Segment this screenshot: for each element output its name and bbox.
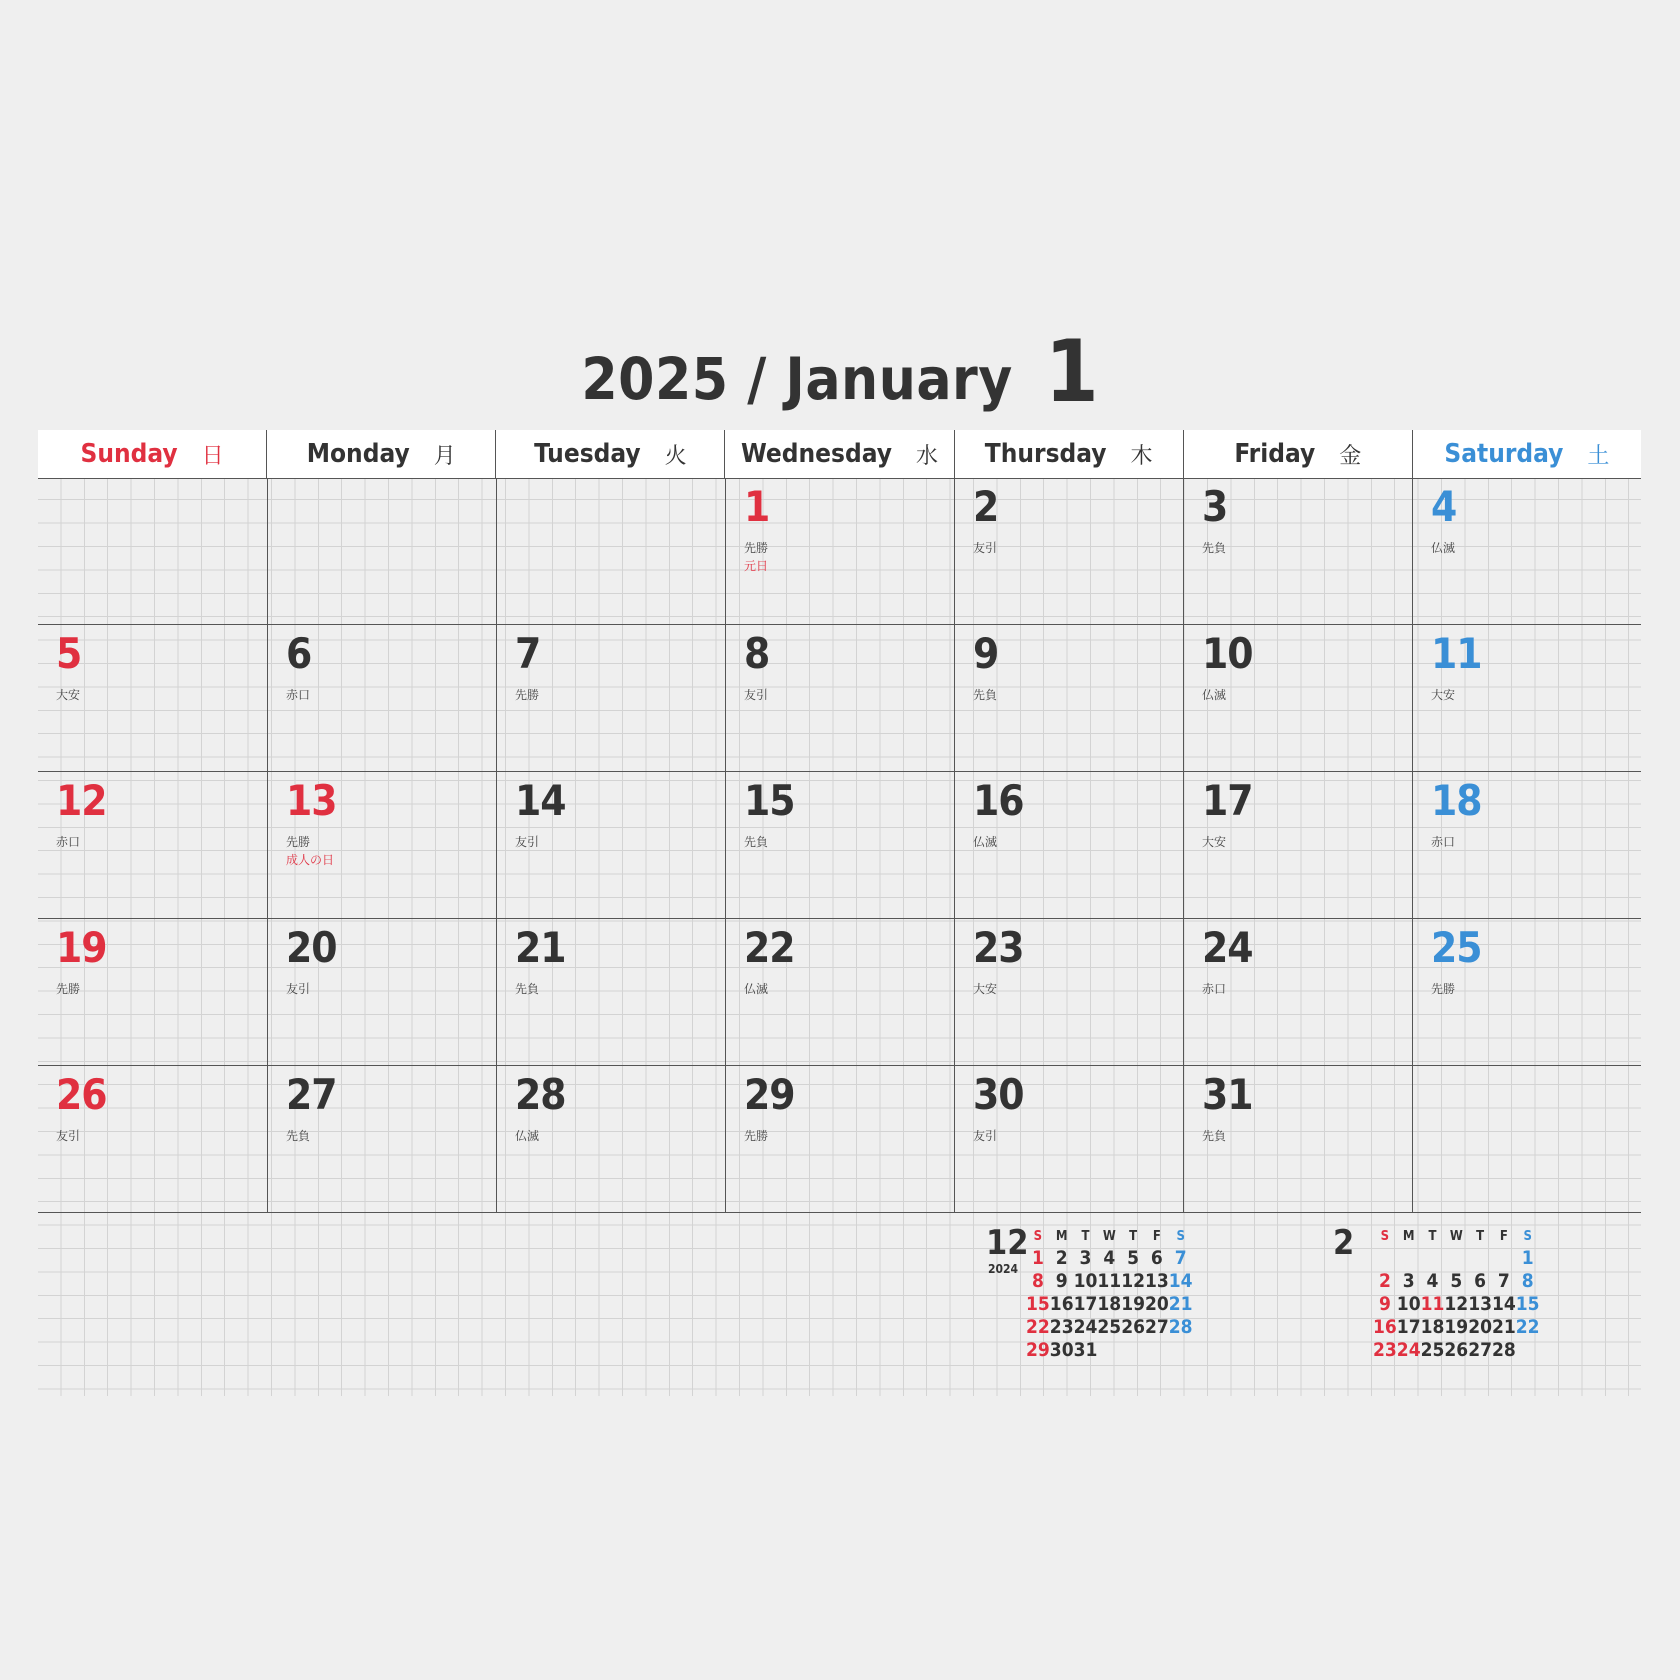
day-cell: [1183, 772, 1412, 919]
mini-day: 30: [1049, 1338, 1074, 1361]
day-cell: [954, 919, 1183, 1066]
day-number: 21: [515, 923, 566, 972]
day-number: 23: [973, 923, 1024, 972]
day-number: 30: [973, 1070, 1024, 1119]
day-cell: [496, 919, 725, 1066]
rokuyo-label: 友引: [286, 982, 311, 996]
mini-month-number: 2: [1333, 1223, 1355, 1263]
day-number: 9: [973, 629, 999, 678]
day-cell: [1412, 772, 1641, 919]
mini-weekday-header: T: [1081, 1228, 1090, 1244]
mini-day: 15: [1515, 1292, 1540, 1315]
rokuyo-label: 仏滅: [744, 982, 769, 996]
rokuyo-label: 先勝: [56, 982, 81, 996]
weekday-header: [38, 430, 1641, 479]
mini-day: 18: [1097, 1292, 1122, 1315]
day-number: 15: [744, 776, 795, 825]
mini-day: 21: [1491, 1315, 1516, 1338]
mini-day: 6: [1150, 1246, 1163, 1269]
mini-weekday-header: W: [1102, 1228, 1116, 1244]
day-number: 14: [515, 776, 566, 825]
weekday-friday: Friday 金: [1183, 430, 1412, 478]
holiday-label: 元日: [744, 559, 769, 573]
rokuyo-label: 仏滅: [1431, 541, 1456, 555]
mini-day: 9: [1378, 1292, 1391, 1315]
mini-day: 8: [1031, 1269, 1044, 1292]
day-number: 12: [56, 776, 107, 825]
mini-day: [1397, 1246, 1421, 1269]
mini-day: [1516, 1338, 1540, 1361]
mini-day: 25: [1420, 1338, 1445, 1361]
weekday-tuesday: Tuesday 火: [495, 430, 724, 478]
day-number: 31: [1202, 1070, 1253, 1119]
mini-weekday-header: T: [1428, 1228, 1437, 1244]
rokuyo-label: 友引: [56, 1129, 81, 1143]
day-number: 16: [973, 776, 1024, 825]
rokuyo-label: 友引: [515, 835, 540, 849]
mini-day: 17: [1396, 1315, 1421, 1338]
day-number: 6: [286, 629, 312, 678]
mini-day: 4: [1426, 1269, 1439, 1292]
mini-day: 1: [1031, 1246, 1044, 1269]
mini-weekday-header: M: [1055, 1228, 1068, 1244]
mini-day: 16: [1373, 1315, 1397, 1338]
mini-year: 2024: [988, 1262, 1019, 1276]
rokuyo-label: 大安: [1202, 835, 1227, 849]
mini-day: 19: [1444, 1315, 1469, 1338]
day-number: 8: [744, 629, 770, 678]
rokuyo-label: 仏滅: [1202, 688, 1227, 702]
day-cell: [725, 919, 954, 1066]
mini-day: 12: [1121, 1269, 1145, 1292]
day-cell: [38, 919, 267, 1066]
day-number: 24: [1202, 923, 1253, 972]
day-number: 20: [286, 923, 337, 972]
mini-day: [1145, 1338, 1169, 1361]
mini-day: 20: [1468, 1315, 1492, 1338]
rokuyo-label: 先負: [744, 835, 769, 849]
mini-day: 9: [1055, 1269, 1068, 1292]
mini-day: 24: [1396, 1338, 1421, 1361]
day-number: 13: [286, 776, 337, 825]
weekday-sunday: Sunday 日: [80, 439, 224, 469]
mini-weekday-header: M: [1402, 1228, 1415, 1244]
mini-day: 6: [1474, 1269, 1487, 1292]
mini-day: 12: [1444, 1292, 1469, 1315]
mini-day: 2: [1378, 1269, 1391, 1292]
day-cell: [267, 919, 496, 1066]
mini-day: 3: [1079, 1246, 1092, 1269]
rokuyo-label: 大安: [56, 688, 81, 702]
rokuyo-label: 赤口: [1202, 982, 1227, 996]
mini-day: [1492, 1246, 1516, 1269]
mini-day: 31: [1073, 1338, 1098, 1361]
calendar-sheet: [38, 430, 1641, 1396]
rokuyo-label: 先負: [1202, 541, 1227, 555]
mini-day: 19: [1121, 1292, 1145, 1315]
rokuyo-label: 先負: [286, 1129, 311, 1143]
day-number: 5: [56, 629, 82, 678]
mini-day: 7: [1174, 1246, 1187, 1269]
day-number: 22: [744, 923, 795, 972]
mini-day: 10: [1073, 1269, 1098, 1292]
rokuyo-label: 先勝: [744, 541, 769, 555]
mini-day: 14: [1168, 1269, 1193, 1292]
mini-day: 26: [1444, 1338, 1469, 1361]
mini-day: 23: [1373, 1338, 1397, 1361]
day-cell: [954, 1066, 1183, 1213]
rokuyo-label: 先負: [1202, 1129, 1227, 1143]
rokuyo-label: 赤口: [286, 688, 311, 702]
mini-day: 27: [1468, 1338, 1492, 1361]
day-cell: [267, 772, 496, 919]
day-cell: [1183, 625, 1412, 772]
mini-day: 7: [1497, 1269, 1510, 1292]
day-number: 27: [286, 1070, 337, 1119]
mini-day: 13: [1144, 1269, 1169, 1292]
mini-day: 8: [1521, 1269, 1534, 1292]
day-cell: [725, 772, 954, 919]
rokuyo-label: 友引: [973, 1129, 998, 1143]
mini-weekday-header: T: [1476, 1228, 1485, 1244]
mini-weekday-header: T: [1129, 1228, 1138, 1244]
day-cell: [38, 625, 267, 772]
mini-day: 21: [1168, 1292, 1193, 1315]
mini-day: [1169, 1338, 1193, 1361]
day-number: 2: [973, 482, 999, 531]
mini-day: 26: [1121, 1315, 1145, 1338]
day-grid: [38, 478, 1641, 1213]
day-cell: [267, 478, 496, 625]
mini-day: 25: [1097, 1315, 1122, 1338]
rokuyo-label: 友引: [744, 688, 769, 702]
rokuyo-label: 先勝: [1431, 982, 1456, 996]
rokuyo-label: 先勝: [515, 688, 540, 702]
mini-day: 1: [1521, 1246, 1534, 1269]
day-cell: [1183, 478, 1412, 625]
mini-day: 29: [1026, 1338, 1050, 1361]
mini-day: 13: [1468, 1292, 1492, 1315]
mini-day: 14: [1491, 1292, 1516, 1315]
day-cell: [496, 772, 725, 919]
mini-day: 22: [1026, 1315, 1050, 1338]
rokuyo-label: 先負: [515, 982, 540, 996]
day-number: 11: [1431, 629, 1482, 678]
day-number: 18: [1431, 776, 1482, 825]
day-cell: [38, 772, 267, 919]
weekday-wednesday: Wednesday 水: [724, 430, 953, 478]
mini-weekday-header: W: [1449, 1228, 1463, 1244]
mini-day: 23: [1049, 1315, 1074, 1338]
mini-day: 3: [1402, 1269, 1415, 1292]
mini-day: 17: [1073, 1292, 1098, 1315]
title-label: 2025 / January: [581, 345, 1013, 414]
day-cell: [267, 625, 496, 772]
day-cell: [1183, 1066, 1412, 1213]
mini-month-table: [1373, 1226, 1540, 1361]
day-cell: [1412, 478, 1641, 625]
day-cell: [725, 478, 954, 625]
mini-day: [1373, 1246, 1397, 1269]
mini-day: 15: [1026, 1292, 1050, 1315]
rokuyo-label: 仏滅: [973, 835, 998, 849]
mini-day: 2: [1055, 1246, 1068, 1269]
day-cell: [38, 1066, 267, 1213]
mini-day: 16: [1049, 1292, 1074, 1315]
day-cell: [1183, 919, 1412, 1066]
day-cell: [496, 1066, 725, 1213]
day-number: 29: [744, 1070, 795, 1119]
day-cell: [1412, 919, 1641, 1066]
day-cell: [954, 772, 1183, 919]
day-number: 7: [515, 629, 541, 678]
day-number: 26: [56, 1070, 107, 1119]
day-number: 3: [1202, 482, 1228, 531]
rokuyo-label: 赤口: [56, 835, 81, 849]
mini-day: [1121, 1338, 1145, 1361]
day-cell: [496, 478, 725, 625]
day-cell: [725, 1066, 954, 1213]
mini-day: 22: [1515, 1315, 1540, 1338]
mini-day: 18: [1420, 1315, 1445, 1338]
day-cell: [954, 625, 1183, 772]
mini-day: 27: [1144, 1315, 1169, 1338]
mini-weekday-header: S: [1176, 1228, 1185, 1244]
rokuyo-label: 先負: [973, 688, 998, 702]
mini-day: 10: [1396, 1292, 1421, 1315]
holiday-label: 成人の日: [286, 853, 335, 867]
calendar-title: [0, 322, 1680, 422]
rokuyo-label: 仏滅: [515, 1129, 540, 1143]
rokuyo-label: 友引: [973, 541, 998, 555]
day-number: 25: [1431, 923, 1482, 972]
mini-weekday-header: S: [1033, 1228, 1043, 1244]
mini-day: [1097, 1338, 1121, 1361]
mini-day: 24: [1073, 1315, 1098, 1338]
title-month-number: 1: [1044, 322, 1099, 422]
day-number: 10: [1202, 629, 1253, 678]
mini-weekday-header: S: [1523, 1228, 1532, 1244]
mini-day: 20: [1144, 1292, 1169, 1315]
mini-weekday-header: F: [1152, 1228, 1161, 1244]
mini-month-number: 12: [986, 1223, 1029, 1263]
day-cell: [1412, 625, 1641, 772]
mini-day: [1444, 1246, 1468, 1269]
mini-day: 28: [1168, 1315, 1193, 1338]
day-number: 1: [744, 482, 770, 531]
weekday-monday: Monday 月: [266, 430, 495, 478]
rokuyo-label: 大安: [1431, 688, 1456, 702]
day-cell: [1412, 1066, 1641, 1213]
day-number: 17: [1202, 776, 1253, 825]
day-number: 19: [56, 923, 107, 972]
day-number: 4: [1431, 482, 1457, 531]
mini-day: [1421, 1246, 1445, 1269]
mini-day: 5: [1450, 1269, 1463, 1292]
mini-day: [1468, 1246, 1492, 1269]
day-cell: [725, 625, 954, 772]
day-number: 28: [515, 1070, 566, 1119]
weekday-saturday: Saturday 土: [1412, 430, 1641, 478]
day-cell: [267, 1066, 496, 1213]
mini-day: 4: [1103, 1246, 1116, 1269]
mini-day: 28: [1491, 1338, 1516, 1361]
weekday-thursday: Thursday 木: [954, 430, 1183, 478]
mini-weekday-header: F: [1499, 1228, 1508, 1244]
mini-day: 11: [1097, 1269, 1122, 1292]
day-cell: [38, 478, 267, 625]
rokuyo-label: 先勝: [286, 835, 311, 849]
rokuyo-label: 先勝: [744, 1129, 769, 1143]
mini-day: 5: [1127, 1246, 1140, 1269]
rokuyo-label: 大安: [973, 982, 998, 996]
mini-weekday-header: S: [1380, 1228, 1390, 1244]
mini-day: 11: [1420, 1292, 1445, 1315]
mini-month-table: [1026, 1226, 1193, 1361]
day-cell: [496, 625, 725, 772]
rokuyo-label: 赤口: [1431, 835, 1456, 849]
day-cell: [954, 478, 1183, 625]
